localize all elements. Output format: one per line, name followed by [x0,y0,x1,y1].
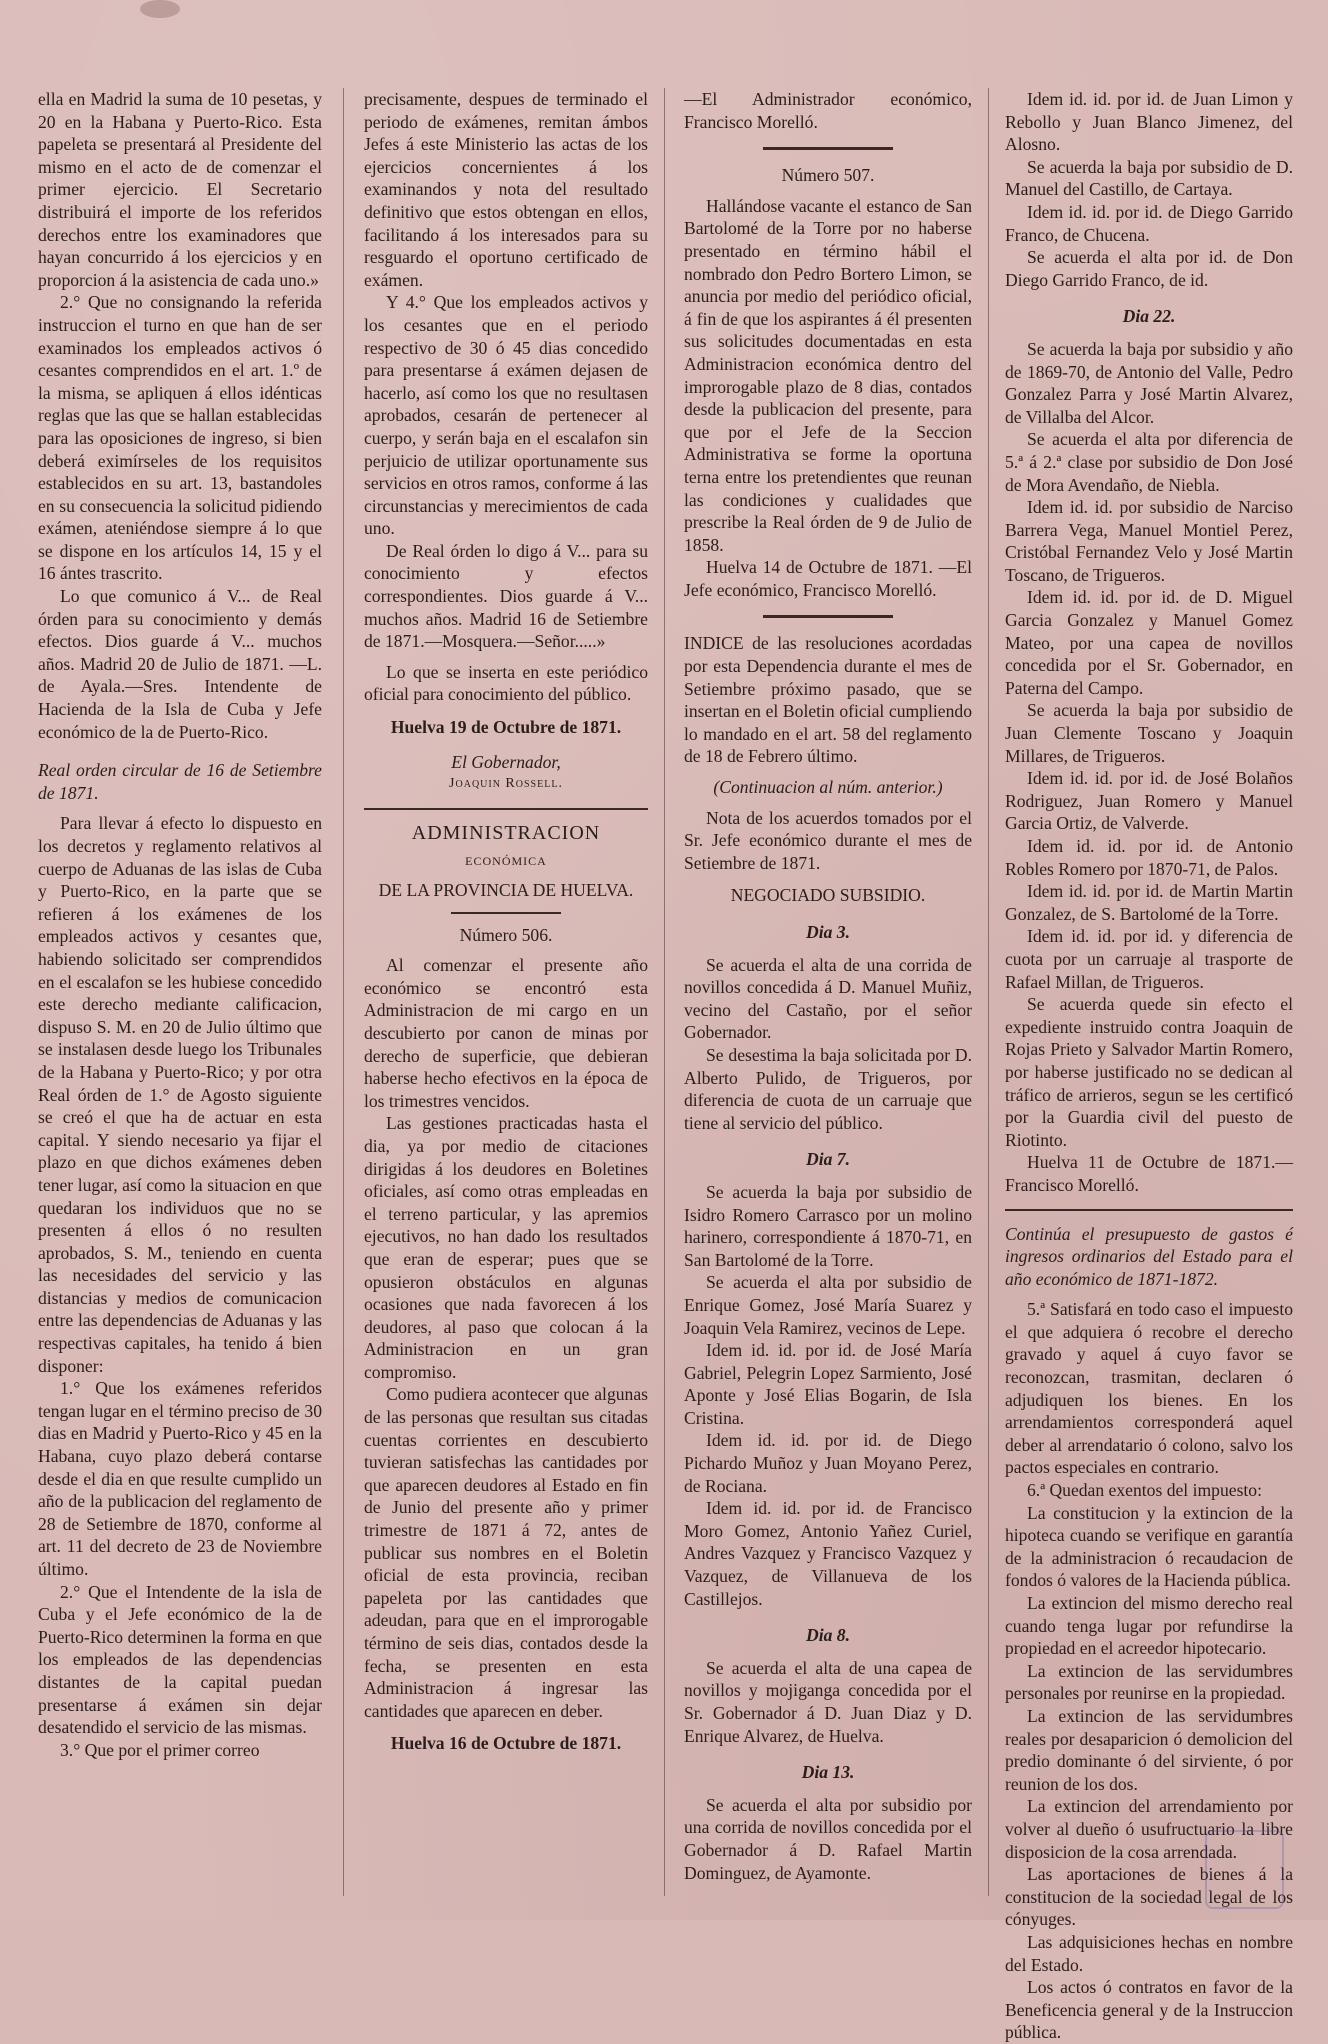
column-3 [684,88,972,1906]
library-stamp [1205,1830,1284,1909]
item-number: Número 506. [459,924,553,945]
date-line: Huelva 19 de Octubre de 1871. [390,717,622,738]
paragraph: De Real órden lo digo á V... para su conocimiento y efectos correspondientes. Dios guarde á V... muchos años. Madrid 16 de Setiembre de 1871.—Mosquera.—Señor.....» [364,540,648,652]
paragraph: Se acuerda la baja por subsidio de D. Manuel del Castillo, de Cartaya. [1005,156,1293,200]
paragraph: Se acuerda la baja por subsidio de Juan Clemente Toscano y Joaquin Millares, de Trigueros. [1005,700,1293,766]
column-1 [38,88,322,1906]
paragraph: Idem id. id. por id. y diferencia de cuota por un carruaje al trasporte de Rafael Millan, de Trigueros. [1005,926,1293,992]
paragraph: Las aportaciones de bienes á la constitucion de la sociedad legal de los cónyuges. [1005,1864,1293,1930]
paragraph: Se acuerda el alta de una corrida de novillos concedida á D. Manuel Muñiz, vecino del Castaño, por el señor Gobernador. [684,954,972,1043]
section-province: DE LA PROVINCIA DE HUELVA. [378,880,634,900]
paragraph: Idem id. id. por id. de D. Miguel Garcia Gonzalez y Manuel Gomez Mateo, por una capea de novillos concedida por el Sr. Gobernador, en Paterna del Campo. [1005,587,1293,698]
day-heading: Dia 13. [801,1762,855,1783]
horizontal-rule [364,808,648,810]
paragraph: Idem id. id. por id. de Martin Martin Gonzalez, de S. Bartolomé de la Torre. [1005,881,1293,924]
paragraph: Se acuerda el alta por id. de Don Diego Garrido Franco, de id. [1005,247,1293,290]
paragraph: La extincion del arrendamiento por volver al dueño ó usufructuario la libre disposicion de la cosa arrendada. [1005,1796,1293,1862]
day-heading: Dia 8. [806,1625,850,1646]
paragraph: precisamente, despues de terminado el periodo de exámenes, remitan ámbos Jefes á este Ministerio las actas de los ejercicios concernientes á los examinandos y nota del resultado definitivo que estos obtengan en ellos, facilitando á los interesados para su resguardo el oportuno certificado de exámen. [364,89,648,290]
section-heading: Continúa el presupuesto de gastos é ingresos ordinarios del Estado para el año económico de 1871-1872. [1005,1223,1293,1289]
paragraph: Idem id. id. por id. de Diego Garrido Franco, de Chucena. [1005,201,1293,245]
signature-name: Joaquin Rossell. [449,776,563,792]
short-rule [763,615,893,618]
paragraph: Huelva 11 de Octubre de 1871.— Francisco Morelló. [1005,1152,1293,1195]
item-number: Número 507. [781,165,875,186]
paragraph: Huelva 14 de Octubre de 1871. —El Jefe económico, Francisco Morelló. [684,557,972,600]
paragraph: Se acuerda el alta por diferencia de 5.ª á 2.ª clase por subsidio de Don José de Mora Avendaño, de Niebla. [1005,429,1293,495]
column-rule [343,88,344,1896]
paragraph: La extincion de las servidumbres reales por desaparicion ó demolicion del predio dominante ó del sirviente, ó por reunion de los dos. [1005,1705,1293,1794]
paragraph: Se acuerda quede sin efecto el expediente instruido contra Joaquin de Rojas Prieto y Salvador Martin Romero, por haberse justificado no se dedican al tráfico de arrieros, segun se les certificó por la Guardia civil del puesto de Riotinto. [1005,994,1293,1150]
paragraph: Nota de los acuerdos tomados por el Sr. Jefe económico durante el mes de Setiembre de 1871. [684,807,972,873]
paragraph: Idem id. id. por subsidio de Narciso Barrera Vega, Manuel Montiel Perez, Cristóbal Fernandez Velo y José Martin Toscano, de Trigueros. [1005,497,1293,585]
paragraph: Al comenzar el presente año económico se encontró esta Administracion de mi cargo en un descubierto por canon de minas por derecho de superficie, que debieran haberse hecho efectivos en la época de los trimestres vencidos. [364,955,648,1111]
day-heading: Dia 7. [806,1149,850,1170]
subsection-title: NEGOCIADO SUBSIDIO. [730,885,926,906]
paragraph: Los actos ó contratos en favor de la Beneficencia general y de la Instruccion pública. [1005,1977,1293,2043]
paragraph: Se acuerda la baja por subsidio de Isidro Romero Carrasco por un molino harinero, correspondiente á 1870-71, en San Bartolomé de la Torre. [684,1181,972,1270]
paragraph: Como pudiera acontecer que algunas de las personas que resultan sus citadas cuentas corrientes en descubierto tuvieran satisfechas las cantidades por que aparecen deudores al Estado en fin de Junio del presente año y primer trimestre de 1871 á 72, antes de publicar sus nombres en el Boletin oficial de esta provincia, reciban papeleta por las cantidades que adeudan, para que en el improrogable término de seis dias, contados desde la fecha, se presenten en esta Administracion á ingresar las cantidades que aparecen en deber. [364,1384,648,1721]
paragraph: Se desestima la baja solicitada por D. Alberto Pulido, de Trigueros, por diferencia de cuota de un carruaje que tiene al servicio del público. [684,1044,972,1133]
section-title: ADMINISTRACION [411,821,601,844]
paragraph: 5.ª Satisfará en todo caso el impuesto el que adquiera ó recobre el derecho gravado y aquel á cuyo favor se reconozcan, trasmitan, declaren ó adjudiquen los bienes. En los arrendamientos corresponderá aquel deber al arrendatario ó colono, salvo los pactos especiales en contrario. [1005,1299,1293,1478]
paper-stain [140,0,180,18]
section-heading: Real orden circular de 16 de Setiembre de 1871. [38,760,322,803]
paragraph: 2.° Que el Intendente de la isla de Cuba y el Jefe económico de la de Puerto-Rico determinen la forma en que los empleados de las dependencias distantes de la capital puedan presentarse á exámen sin dejar desatendido el servicio de las mismas. [38,1581,322,1738]
short-rule [763,147,893,150]
day-heading: Dia 22. [1122,306,1176,327]
date-line: Huelva 16 de Octubre de 1871. [390,1733,622,1754]
paragraph: Idem id. id. por id. de José María Gabriel, Pelegrin Lopez Sarmiento, José Aponte y José Elias Bogarin, de Isla Cristina. [684,1340,972,1428]
column-4 [1005,88,1293,2043]
column-rule [664,88,665,1896]
paragraph: Se acuerda el alta por subsidio por una corrida de novillos concedida por el Gobernador á D. Rafael Martin Dominguez, de Ayamonte. [684,1794,972,1883]
paragraph: La constitucion y la extincion de la hipoteca cuando se verifique en garantía de la administracion ó recaudacion de fondos ó valores de la Hacienda pública. [1005,1502,1293,1591]
short-rule [451,912,561,914]
paragraph: Se acuerda el alta de una capea de novillos y mojiganga concedida por el Sr. Gobernador á D. Juan Diaz y D. Enrique Alvarez, de Huelva. [684,1657,972,1746]
horizontal-rule [1005,1209,1293,1211]
paragraph: La extincion del mismo derecho real cuando tenga lugar por refundirse la propiedad en el acreedor hipotecario. [1005,1593,1293,1659]
paragraph: Las gestiones practicadas hasta el dia, ya por medio de citaciones dirigidas á los deudores en Boletines oficiales, así como otras empleadas en el terreno particular, y las apremios ejecutivos, no han dado los resultados que eran de esperar; pues que se opusieron obstáculos en algunas ocasiones que nada favorecen á los deudores, al paso que colocan á la Administracion en un gran compromiso. [364,1113,648,1382]
paragraph: Idem id. id. por id. de José Bolaños Rodriguez, Juan Romero y Manuel Garcia Ortiz, de Valverde. [1005,768,1293,834]
paragraph: —El Administrador económico, Francisco Morelló. [684,89,972,132]
paragraph: ella en Madrid la suma de 10 pesetas, y 20 en la Habana y Puerto-Rico. Esta papeleta se presentará al Presidente del mismo en el acto de de comenzar el primer ejercicio. El Secretario distribuirá el importe de los referidos derechos entre los examinadores que hayan concurrido á los ejercicios y en proporcion á la asistencia de cada uno.» [38,89,322,290]
paragraph: Idem id. id. por id. de Juan Limon y Rebollo y Juan Blanco Jimenez, del Alosno. [1005,89,1293,155]
paragraph: Idem id. id. por id. de Antonio Robles Romero por 1870-71, de Palos. [1005,836,1293,879]
day-heading: Dia 3. [806,922,850,942]
paragraph: Idem id. id. por id. de Francisco Moro Gomez, Antonio Yañez Curiel, Andres Vazquez y Francisco Vazquez y Vazquez, de Villanueva de los Castillejos. [684,1498,972,1609]
continuation-note: (Continuacion al núm. anterior.) [713,777,943,798]
paragraph: 3.° Que por el primer correo [60,1739,260,1760]
paragraph: Lo que se inserta en este periódico oficial para conocimiento del público. [364,661,648,705]
paragraph: Lo que comunico á V... de Real órden para su conocimiento y demás efectos. Dios guarde á V... muchos años. Madrid 20 de Julio de 1871. —L. de Ayala.—Sres. Intendente de Hacienda de la Isla de Cuba y Jefe económico de la de Puerto-Rico. [38,586,322,742]
paragraph: 1.° Que los exámenes referidos tengan lugar en el término preciso de 30 dias en Madrid y Puerto-Rico y 45 en la Habana, cuyo plazo deberá contarse desde el dia en que resulte cumplido un año de la publicacion del reglamento de 28 de Setiembre de 1870, conforme al art. 11 del decreto de 23 de Noviembre último. [38,1378,322,1579]
paragraph: Se acuerda el alta por subsidio de Enrique Gomez, José María Suarez y Joaquin Vela Ramirez, vecinos de Lepe. [684,1272,972,1338]
paragraph: 6.ª Quedan exentos del impuesto: [1027,1480,1262,1501]
paragraph: 2.° Que no consignando la referida instruccion el turno en que han de ser examinados los empleados activos ó cesantes comprendidos en el art. 1.º de la misma, se apliquen á ellos idénticas reglas que las que se hallan establecidas para las oposiciones de ingreso, si bien deberá eximírseles de los requisitos establecidos en su art. 13, bastandoles en su consecuencia la solicitud pidiendo exámen, ateniéndose siempre á lo que se dispone en los artículos 14, 15 y el 16 ántes trascrito. [38,292,322,584]
section-subtitle: ECONÓMICA [465,854,547,869]
paragraph: Las adquisiciones hechas en nombre del Estado. [1005,1931,1293,1975]
paragraph: Idem id. id. por id. de Diego Pichardo Muñoz y Juan Moyano Perez, de Rociana. [684,1430,972,1496]
index-heading: INDICE de las resoluciones acordadas por esta Dependencia durante el mes de Setiembre próximo pasado, que se insertan en el Boletin oficial cumpliendo lo mandado en el art. 58 del reglamento de 18 de Febrero último. [684,633,972,767]
paragraph: Hallándose vacante el estanco de San Bartolomé de la Torre por no haberse presentado en término hábil el nombrado don Pedro Bortero Limon, se anuncia por medio del periódico oficial, á fin de que los aspirantes á él presenten sus solicitudes documentadas en esta Administracion económica dentro del improrogable plazo de 8 dias, contados desde la publicacion del presente, para que por el Jefe de la Seccion Administrativa se forme la oportuna terna entre los pretendientes que reunan las condiciones y cualidades que prescribe la Real órden de 9 de Julio de 1858. [684,195,972,555]
column-2 [364,88,648,1906]
paragraph: La extincion de las servidumbres personales por reunirse en la propiedad. [1005,1660,1293,1704]
paragraph: Se acuerda la baja por subsidio y año de 1869-70, de Antonio del Valle, Pedro Gonzalez Parra y José Martin Alvarez, de Villalba del Alcor. [1005,338,1293,427]
signature-title: El Gobernador, [451,751,561,772]
column-rule [988,88,989,1896]
paragraph: Y 4.° Que los empleados activos y los cesantes que en el periodo respectivo de 30 ó 45 dias concedido para presentarse á exámen dejasen de hacerlo, así como los que no resultasen aprobados, cesarán de pertenecer al cuerpo, y serán baja en el escalafon sin perjuicio de utilizar oportunamente sus servicios en otros ramos, conforme á las circunstancias y merecimientos de cada uno. [364,292,648,539]
paragraph: Para llevar á efecto lo dispuesto en los decretos y reglamento relativos al cuerpo de Aduanas de las islas de Cuba y Puerto-Rico, en la parte que se refieren á los exámenes de los empleados activos y cesantes que, habiendo solicitado ser comprendidos en el escalafon se les hubiese concedido este derecho mediante calificacion, dispuso S. M. en 20 de Julio último que se instalasen desde luego los Tribunales de la Habana y Puerto-Rico; y por otra Real órden de 1.° de Agosto siguiente se creó el que ha de actuar en esta capital. Y siendo necesario ya fijar el plazo en que dichos exámenes deben tener lugar, así como la situacion en que quedaran los individuos que no se presenten á ellos ó no resulten aprobados, S. M., teniendo en cuenta las necesidades del servicio y las distancias y medios de comunicacion entre las dependencias de Aduanas y las respectivas capitales, ha tenido á bien disponer: [38,813,322,1376]
